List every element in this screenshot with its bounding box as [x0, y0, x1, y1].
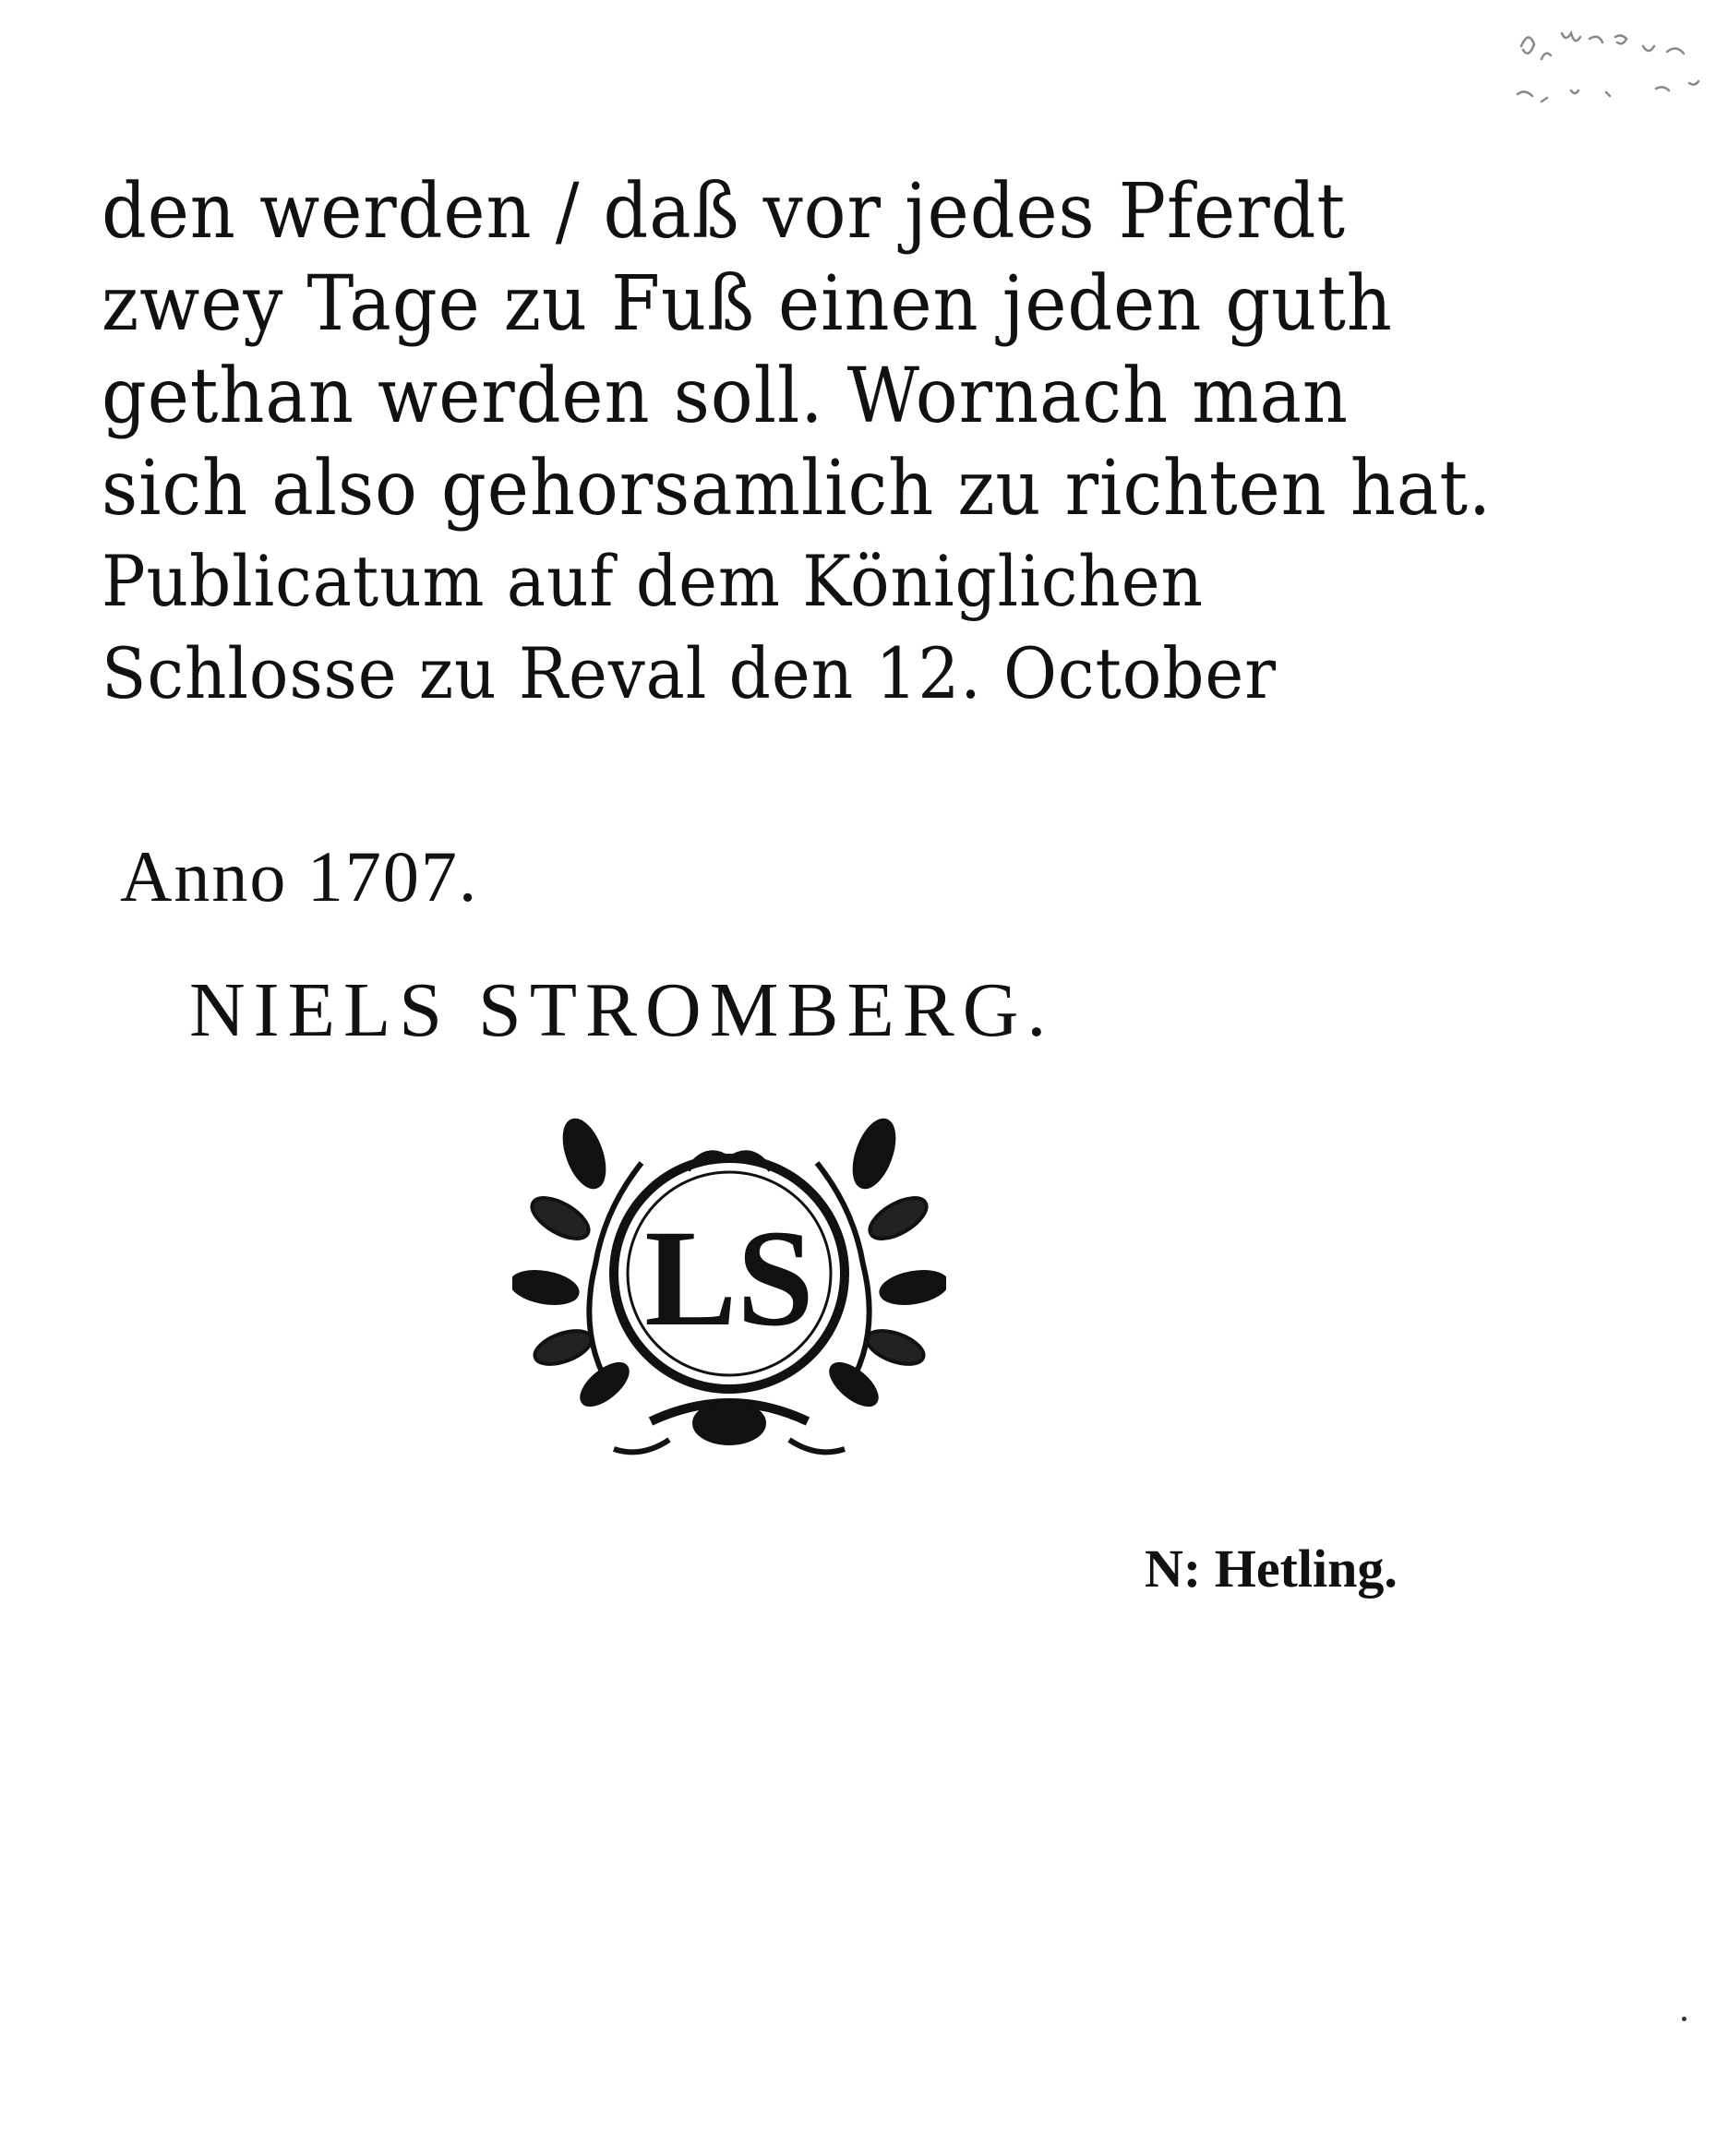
laurel-seal — [512, 1089, 946, 1477]
decree-body — [102, 166, 1493, 720]
decree-line: Publicatum auf dem Königlichen — [102, 540, 1204, 622]
decree-line: gethan werden soll. Wornach man — [102, 353, 1349, 440]
year-line: Anno 1707. — [120, 836, 479, 916]
seal-monogram: LS — [644, 1202, 814, 1355]
handwritten-corner-marks — [1505, 18, 1717, 129]
decree-line: Schlosse zu Reval den 12. October — [102, 632, 1277, 714]
decree-line: sich also gehorsamlich zu richten hat. — [102, 445, 1493, 533]
paper-speck — [1682, 2017, 1686, 2021]
signatory-name: NIELS STROMBERG. — [189, 967, 1055, 1053]
decree-line: den werden / daß vor jedes Pferdt — [102, 168, 1346, 256]
countersignature: N: Hetling. — [1145, 1539, 1398, 1599]
decree-line: zwey Tage zu Fuß einen jeden guth — [102, 260, 1393, 348]
